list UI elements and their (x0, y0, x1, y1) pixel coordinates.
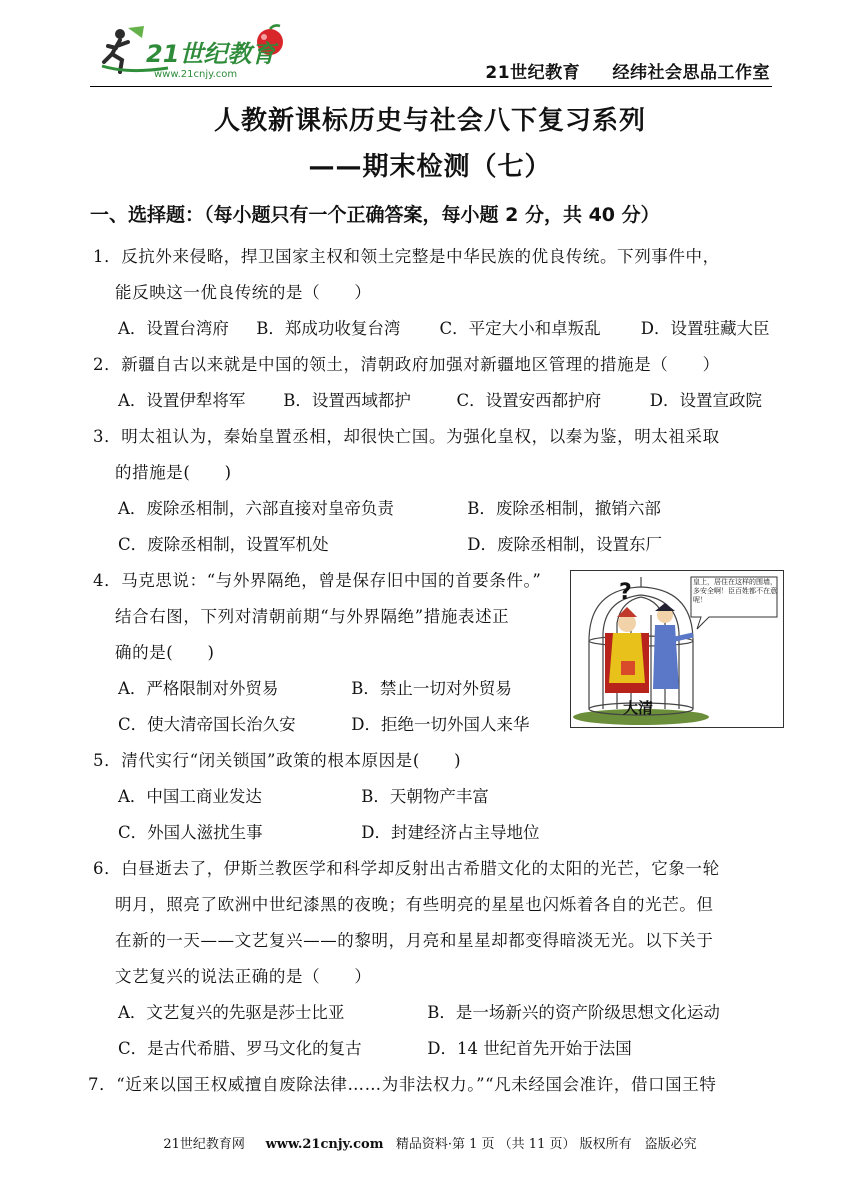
question-4-options-row2 (118, 707, 529, 743)
option: B．郑成功收复台湾 (256, 319, 401, 338)
official-robe (653, 625, 679, 689)
question-line: 的措施是( ) (115, 463, 232, 482)
option: D．14 世纪首先开始于法国 (427, 1039, 632, 1058)
brand-logo (98, 22, 298, 84)
question-1-options (118, 311, 769, 347)
question-2-options (118, 383, 762, 419)
option: D．废除丞相制，设置东厂 (467, 535, 662, 554)
question-3-options-row2 (118, 527, 662, 563)
question-line: 1．反抗外来侵略，捍卫国家主权和领土完整是中华民族的优良传统。下列事件中， (93, 247, 720, 266)
option: A．设置伊犁将军 (118, 391, 246, 410)
section-heading: 一、选择题：（每小题只有一个正确答案，每小题 2 分，共 40 分） (90, 204, 660, 226)
question-3 (93, 419, 783, 491)
option: B．废除丞相制，撤销六部 (467, 499, 661, 518)
question-line: 确的是( ) (115, 643, 215, 662)
option: A．中国工商业发达 (118, 787, 262, 806)
header-divider (90, 86, 772, 87)
question-6-options (118, 995, 720, 1031)
option: B．是一场新兴的资产阶级思想文化运动 (427, 1003, 720, 1022)
question-6 (93, 851, 783, 995)
option: A．设置台湾府 (118, 319, 229, 338)
question-4 (93, 563, 573, 671)
question-line: 3．明太祖认为，秦始皇置丞相，却很快亡国。为强化皇权，以秦为鉴，明太祖采取 (93, 427, 720, 446)
option: A．废除丞相制，六部直接对皇帝负责 (118, 499, 394, 518)
option: C．平定大小和卓叛乱 (439, 319, 601, 338)
header-right (459, 58, 770, 83)
logo-url: www.21cnjy.com (154, 69, 238, 80)
header-studio: 经纬社会思品工作室 (612, 63, 770, 83)
page-title: 人教新课标历史与社会八下复习系列 (213, 106, 646, 136)
option: C．使大清帝国长治久安 (118, 715, 296, 734)
question-line: 明月，照亮了欧洲中世纪漆黑的夜晚；有些明亮的星星也闪烁着各自的光芒。但 (115, 895, 714, 914)
speech-bubble-text: 皇上，居住在这样的围墙，多安全啊！臣百姓都不在意呢！ (693, 578, 777, 604)
question-mark: ? (619, 580, 632, 605)
question-5-options (118, 779, 489, 815)
question-line: 6．白昼逝去了，伊斯兰教医学和科学却反射出古希腊文化的太阳的光芒，它象一轮 (93, 859, 720, 878)
logo-text: 21世纪教育 (146, 40, 276, 68)
question-line: 在新的一天——文艺复兴——的黎明，月亮和星星却都变得暗淡无光。以下关于 (115, 931, 714, 950)
question-line: 7．“近来以国王权威擅自废除法律……为非法权力。”“凡未经国会准许，借口国王特 (88, 1075, 717, 1094)
question-5-options-row2 (118, 815, 539, 851)
question-7 (88, 1067, 788, 1103)
question-line: 2．新疆自古以来就是中国的领土，清朝政府加强对新疆地区管理的措施是（ ） (93, 355, 720, 374)
question-3-options (118, 491, 661, 527)
option: C．废除丞相制，设置军机处 (118, 535, 329, 554)
option: D．设置宣政院 (649, 391, 762, 410)
question-line: 结合右图，下列对清朝前期“与外界隔绝”措施表述正 (115, 607, 510, 626)
question-line: 能反映这一优良传统的是（ ） (115, 283, 372, 302)
option: A．文艺复兴的先驱是莎士比亚 (118, 1003, 345, 1022)
question-2 (93, 347, 783, 383)
option: B．禁止一切对外贸易 (351, 679, 512, 698)
option: D．设置驻藏大臣 (640, 319, 770, 338)
option: D．拒绝一切外国人来华 (351, 715, 530, 734)
question-6-options-row2 (118, 1031, 632, 1067)
page-footer (0, 1133, 860, 1152)
question-line: 4．马克思说：“与外界隔绝，曾是保存旧中国的首要条件。” (93, 571, 542, 590)
option: C．是古代希腊、罗马文化的复古 (118, 1039, 362, 1058)
option: B．设置西域都护 (283, 391, 411, 410)
question-1 (93, 239, 783, 311)
header-org: 21世纪教育 (485, 63, 581, 83)
page-subtitle: ——期末检测（七） (308, 152, 552, 182)
footer-tail: 精品资料·第 1 页 （共 11 页） 版权所有 盗版必究 (395, 1137, 697, 1152)
question-line: 文艺复兴的说法正确的是（ ） (115, 967, 372, 986)
question-5 (93, 743, 783, 779)
option: C．外国人滋扰生事 (118, 823, 263, 842)
bird-cage-cartoon (570, 570, 784, 728)
option: C．设置安西都护府 (456, 391, 602, 410)
emperor-robe (609, 633, 645, 683)
cage-label: 大清 (623, 699, 654, 717)
question-line: 5．清代实行“闭关锁国”政策的根本原因是( ) (93, 751, 462, 770)
question-4-options (118, 671, 512, 707)
option: A．严格限制对外贸易 (118, 679, 279, 698)
footer-site: 21世纪教育网 (163, 1137, 245, 1152)
footer-url: www.21cnjy.com (265, 1137, 384, 1152)
option: D．封建经济占主导地位 (361, 823, 540, 842)
option: B．天朝物产丰富 (361, 787, 489, 806)
